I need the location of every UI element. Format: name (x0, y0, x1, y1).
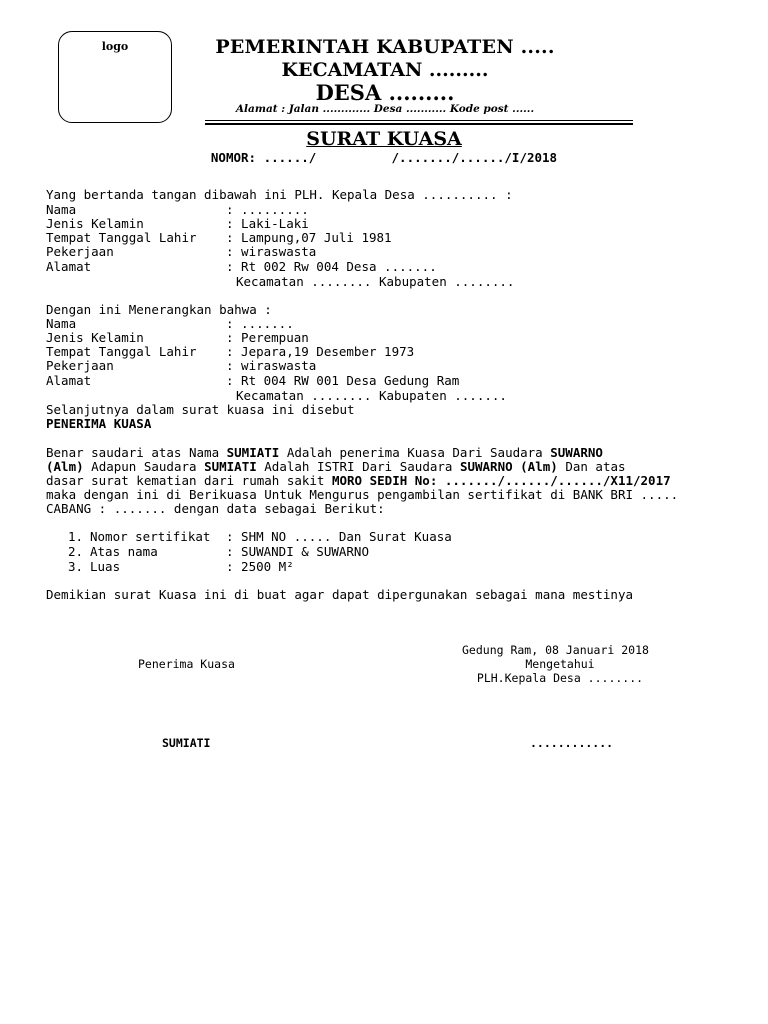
body-l1-name-b: SUWARNO (550, 445, 603, 460)
list-item-3-number: 3. (68, 559, 84, 574)
body-l2-alm: (Alm) (46, 459, 84, 474)
body-l2-name-a: SUMIATI (204, 459, 257, 474)
list-item-2-number: 2. (68, 544, 84, 559)
body-line-5: CABANG : ....... dengan data sebagai Berikut: (46, 501, 385, 516)
party1-label-gender: Jenis Kelamin (46, 216, 144, 231)
body-l1-text-b: Adalah penerima Kuasa Dari Saudara (279, 445, 551, 460)
list-item-3-value: : 2500 M² (226, 559, 294, 574)
list-item-2-value: : SUWANDI & SUWARNO (226, 544, 369, 559)
party2-value-address: : Rt 004 RW 001 Desa Gedung Ram (226, 373, 460, 388)
body-l3-text: dasar surat kematian dari rumah sakit (46, 473, 332, 488)
party2-intro: Dengan ini Menerangkan bahwa : (46, 302, 272, 317)
party2-value-gender: : Perempuan (226, 330, 309, 345)
logo-placeholder (58, 31, 172, 123)
party1-value-address-line2: Kecamatan ........ Kabupaten ........ (236, 274, 515, 289)
party2-label-job: Pekerjaan (46, 358, 114, 373)
party1-label-name: Nama (46, 202, 77, 217)
party1-label-birth: Tempat Tanggal Lahir (46, 230, 197, 245)
signature-official-title: PLH.Kepala Desa ........ (476, 671, 644, 685)
header-rule-thick (205, 123, 633, 125)
signature-place-date: Gedung Ram, 08 Januari 2018 (462, 643, 649, 657)
header-village: DESA ......... (315, 80, 455, 105)
body-l1-text-a: Benar saudari atas Nama (46, 445, 227, 460)
body-l1-name-a: SUMIATI (226, 445, 280, 460)
signature-acknowledged: Mengetahui (525, 657, 595, 671)
party1-value-address: : Rt 002 Rw 004 Desa ....... (226, 259, 437, 274)
party2-value-birth: : Jepara,19 Desember 1973 (226, 344, 415, 359)
list-item-1-value: : SHM NO ..... Dan Surat Kuasa (226, 529, 452, 544)
body-line-4: maka dengan ini di Berikuasa Untuk Mengurus pengambilan sertifikat di BANK BRI ..... (46, 487, 679, 502)
party1-value-job: : wiraswasta (226, 244, 317, 259)
signature-recipient-name: SUMIATI (162, 736, 211, 750)
list-item-1-label: Nomor sertifikat (90, 529, 211, 544)
header-government: PEMERINTAH KABUPATEN ..... (215, 36, 555, 58)
signature-official-name: ............ (530, 736, 614, 750)
header-address: Alamat : Jalan ............. Desa ........... Kode post ...... (235, 103, 535, 115)
letter-number: NOMOR: ....../ /......./....../I/2018 (210, 150, 558, 165)
party2-value-name: : ....... (226, 316, 294, 331)
party2-label-name: Nama (46, 316, 77, 331)
logo-label: logo (101, 40, 129, 53)
party1-value-birth: : Lampung,07 Juli 1981 (226, 230, 392, 245)
alias-intro: Selanjutnya dalam surat kuasa ini disebut (46, 402, 355, 417)
alias-name: PENERIMA KUASA (46, 416, 152, 431)
letter-title-text: SURAT KUASA (306, 128, 462, 150)
list-item-3-label: Luas (90, 559, 121, 574)
party1-value-name: : ......... (226, 202, 309, 217)
header-rule-thin (205, 120, 633, 121)
letter-title (0, 128, 768, 150)
party2-value-address-line2: Kecamatan ........ Kabupaten ....... (236, 388, 507, 403)
list-item-1-number: 1. (68, 529, 84, 544)
party1-label-job: Pekerjaan (46, 244, 114, 259)
party2-label-birth: Tempat Tanggal Lahir (46, 344, 197, 359)
party1-label-address: Alamat (46, 259, 92, 274)
body-l2-text-a: Adapun Saudara (83, 459, 205, 474)
body-l2-name-b: SUWARNO (Alm) (459, 459, 558, 474)
party2-label-address: Alamat (46, 373, 92, 388)
body-l3-hospital-number: MORO SEDIH No: ......./....../....../X11/2017 (331, 473, 671, 488)
closing-statement: Demikian surat Kuasa ini di buat agar dapat dipergunakan sebagai mana mestinya (46, 587, 633, 602)
party1-intro: Yang bertanda tangan dibawah ini PLH. Kepala Desa .......... : (46, 187, 513, 202)
header-district: KECAMATAN ......... (281, 59, 489, 81)
list-item-2-label: Atas nama (90, 544, 158, 559)
signature-recipient-title: Penerima Kuasa (138, 657, 235, 671)
body-l2-text-b: Adalah ISTRI Dari Saudara (256, 459, 460, 474)
party2-value-job: : wiraswasta (226, 358, 317, 373)
body-l2-text-c: Dan atas (557, 459, 626, 474)
party2-label-gender: Jenis Kelamin (46, 330, 144, 345)
party1-value-gender: : Laki-Laki (226, 216, 309, 231)
